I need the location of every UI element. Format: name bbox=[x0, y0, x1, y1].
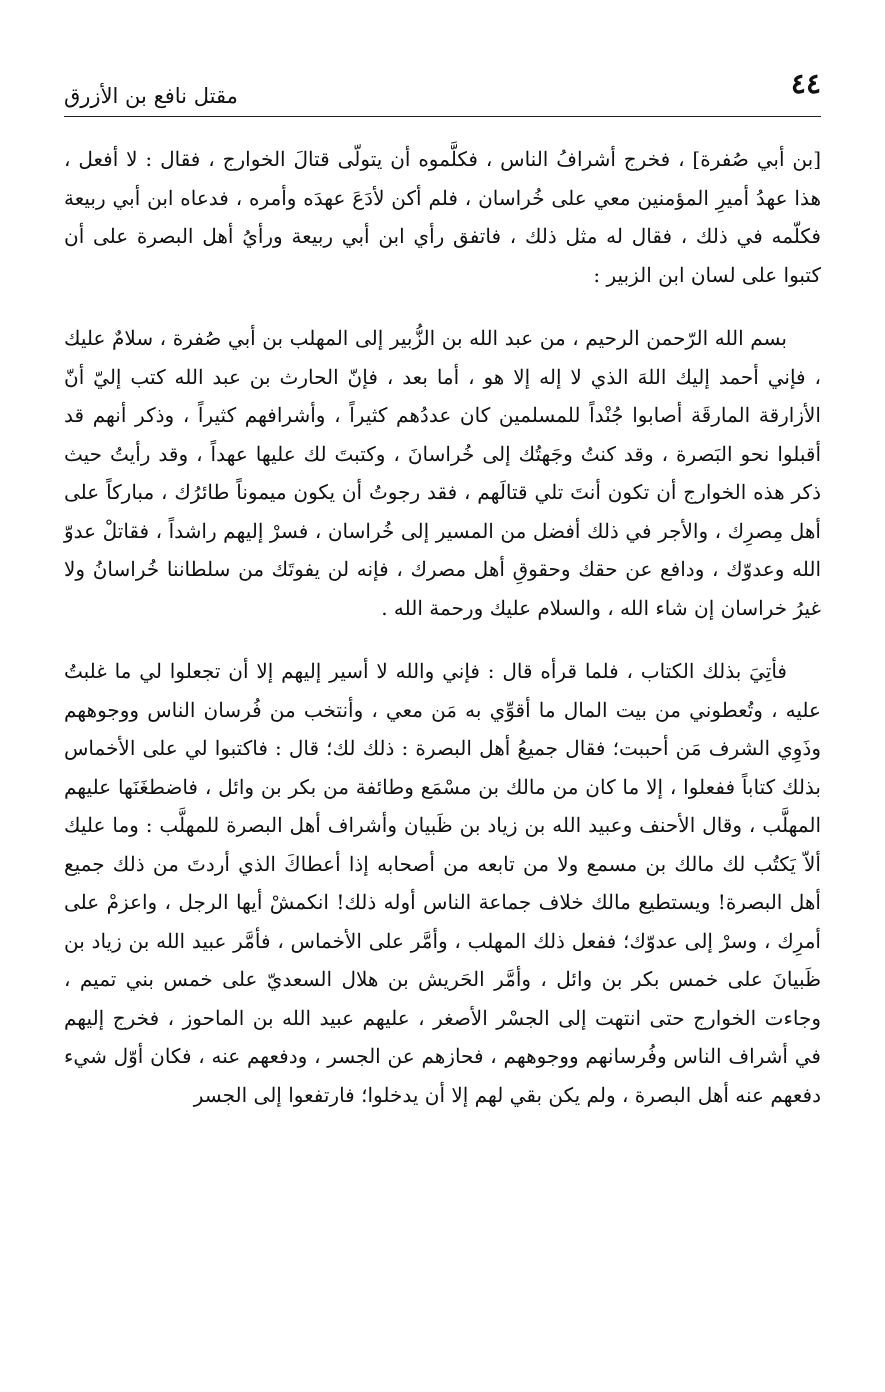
body-text bbox=[64, 140, 821, 1114]
paragraph-intro: [بن أبي صُفرة] ، فخرج أشرافُ الناس ، فكلَّموه أن يتولّى قتالَ الخوارج ، فقال : لا أفعل ، هذا عهدُ أميرِ المؤمنين معي على خُراسان ، فلم أكن لأدَعَ عهدَه وأمره ، فدعاه ابن أبي ربيعة فكلّمه في ذلك ، فقال له مثل ذلك ، فاتفق رأي ابن أبي ربيعة ورأيُ أهل البصرة على أن كتبوا على لسان ابن الزبير : bbox=[64, 147, 822, 287]
paragraph-letter: بسم الله الرّحمن الرحيم ، من عبد الله بن الزُّبير إلى المهلب بن أبي صُفرة ، سلامٌ عليك ، فإني أحمد إليك اللهَ الذي لا إله إلا هو ، أما بعد ، فإنّ الحارث بن عبد الله كتب إليّ أنّ الأزارقة المارقَة أصابوا جُنْداً للمسلمين كان عددُهم كثيراً ، وأشرافهم كثيراً ، وذكر أنهم قد أقبلوا نحو البَصرة ، وقد كنتُ وجَهتُك إلى خُراسانَ ، وكتبتَ لك عليها عهداً ، وقد رأيتُ حيث ذكر هذه الخوارج أن تكون أنتَ تلي قتالَهم ، فقد رجوتُ أن يكون ميموناً طائرُك ، مباركاً على أهل مِصرِك ، والأجر في ذلك أفضل من المسير إلى خُراسان ، فسرْ إليهم راشداً ، فقاتلْ عدوّ الله وعدوّك ، ودافع عن حقك وحقوقِ أهل مصرك ، فإنه لن يفوتَك من سلطاننا خُراسانُ ولا غيرُ خراسان إن شاء الله ، والسلام عليك ورحمة الله . bbox=[64, 326, 821, 620]
paragraph-gap bbox=[64, 294, 821, 319]
page-header bbox=[64, 64, 821, 117]
page-number: ٤٤ bbox=[790, 67, 821, 100]
running-title: مقتل نافع بن الأزرق bbox=[64, 84, 238, 108]
paragraph-gap bbox=[64, 627, 821, 652]
paragraph-response: فأتِيَ بذلك الكتاب ، فلما قرأه قال : فإني والله لا أسير إليهم إلا أن تجعلوا لي ما غلبتُ عليه ، وتُعطوني من بيت المال ما أقوِّي به مَن معي ، وأنتخب من فُرسان الناس ووجوههم وذَوِي الشرف مَن أحببت؛ فقال جميعُ أهل البصرة : ذلك لك؛ قال : فاكتبوا لي على الأخماس بذلك كتاباً ففعلوا ، إلا ما كان من مالك بن مسْمَع وطائفة من بكر بن وائل ، فاضطغَنَها عليهم المهلَّب ، وقال الأحنف وعبيد الله بن زياد بن ظَبيان وأشراف أهل البصرة للمهلَّب : وما عليك ألاّ يَكتُب لك مالك بن مسمع ولا من تابعه من أصحابه إذا أعطاكَ الذي أردتَ من ذلك جميع أهل البصرة! ويستطيع مالك خلاف جماعة الناس أوله ذلك! انكمشْ أيها الرجل ، واعزمْ على أمرِك ، وسرْ إلى عدوّك؛ ففعل ذلك المهلب ، وأمَّر على الأخماس ، فأمَّر عبيد الله بن زياد بن ظَبيانَ على خمس بكر بن وائل ، وأمَّر الحَريش بن هلال السعديّ على خمس بني تميم ، وجاءت الخوارج حتى انتهت إلى الجسْر الأصغر ، عليهم عبيد الله بن الماحوز ، فخرج إليهم في أشراف الناس وفُرسانهم ووجوههم ، فحازهم عن الجسر ، ودفعهم عنه ، فكان أوّل شيء دفعهم عنه أهل البصرة ، ولم يكن بقي لهم إلا أن يدخلوا؛ فارتفعوا إلى الجسر bbox=[64, 659, 822, 1107]
